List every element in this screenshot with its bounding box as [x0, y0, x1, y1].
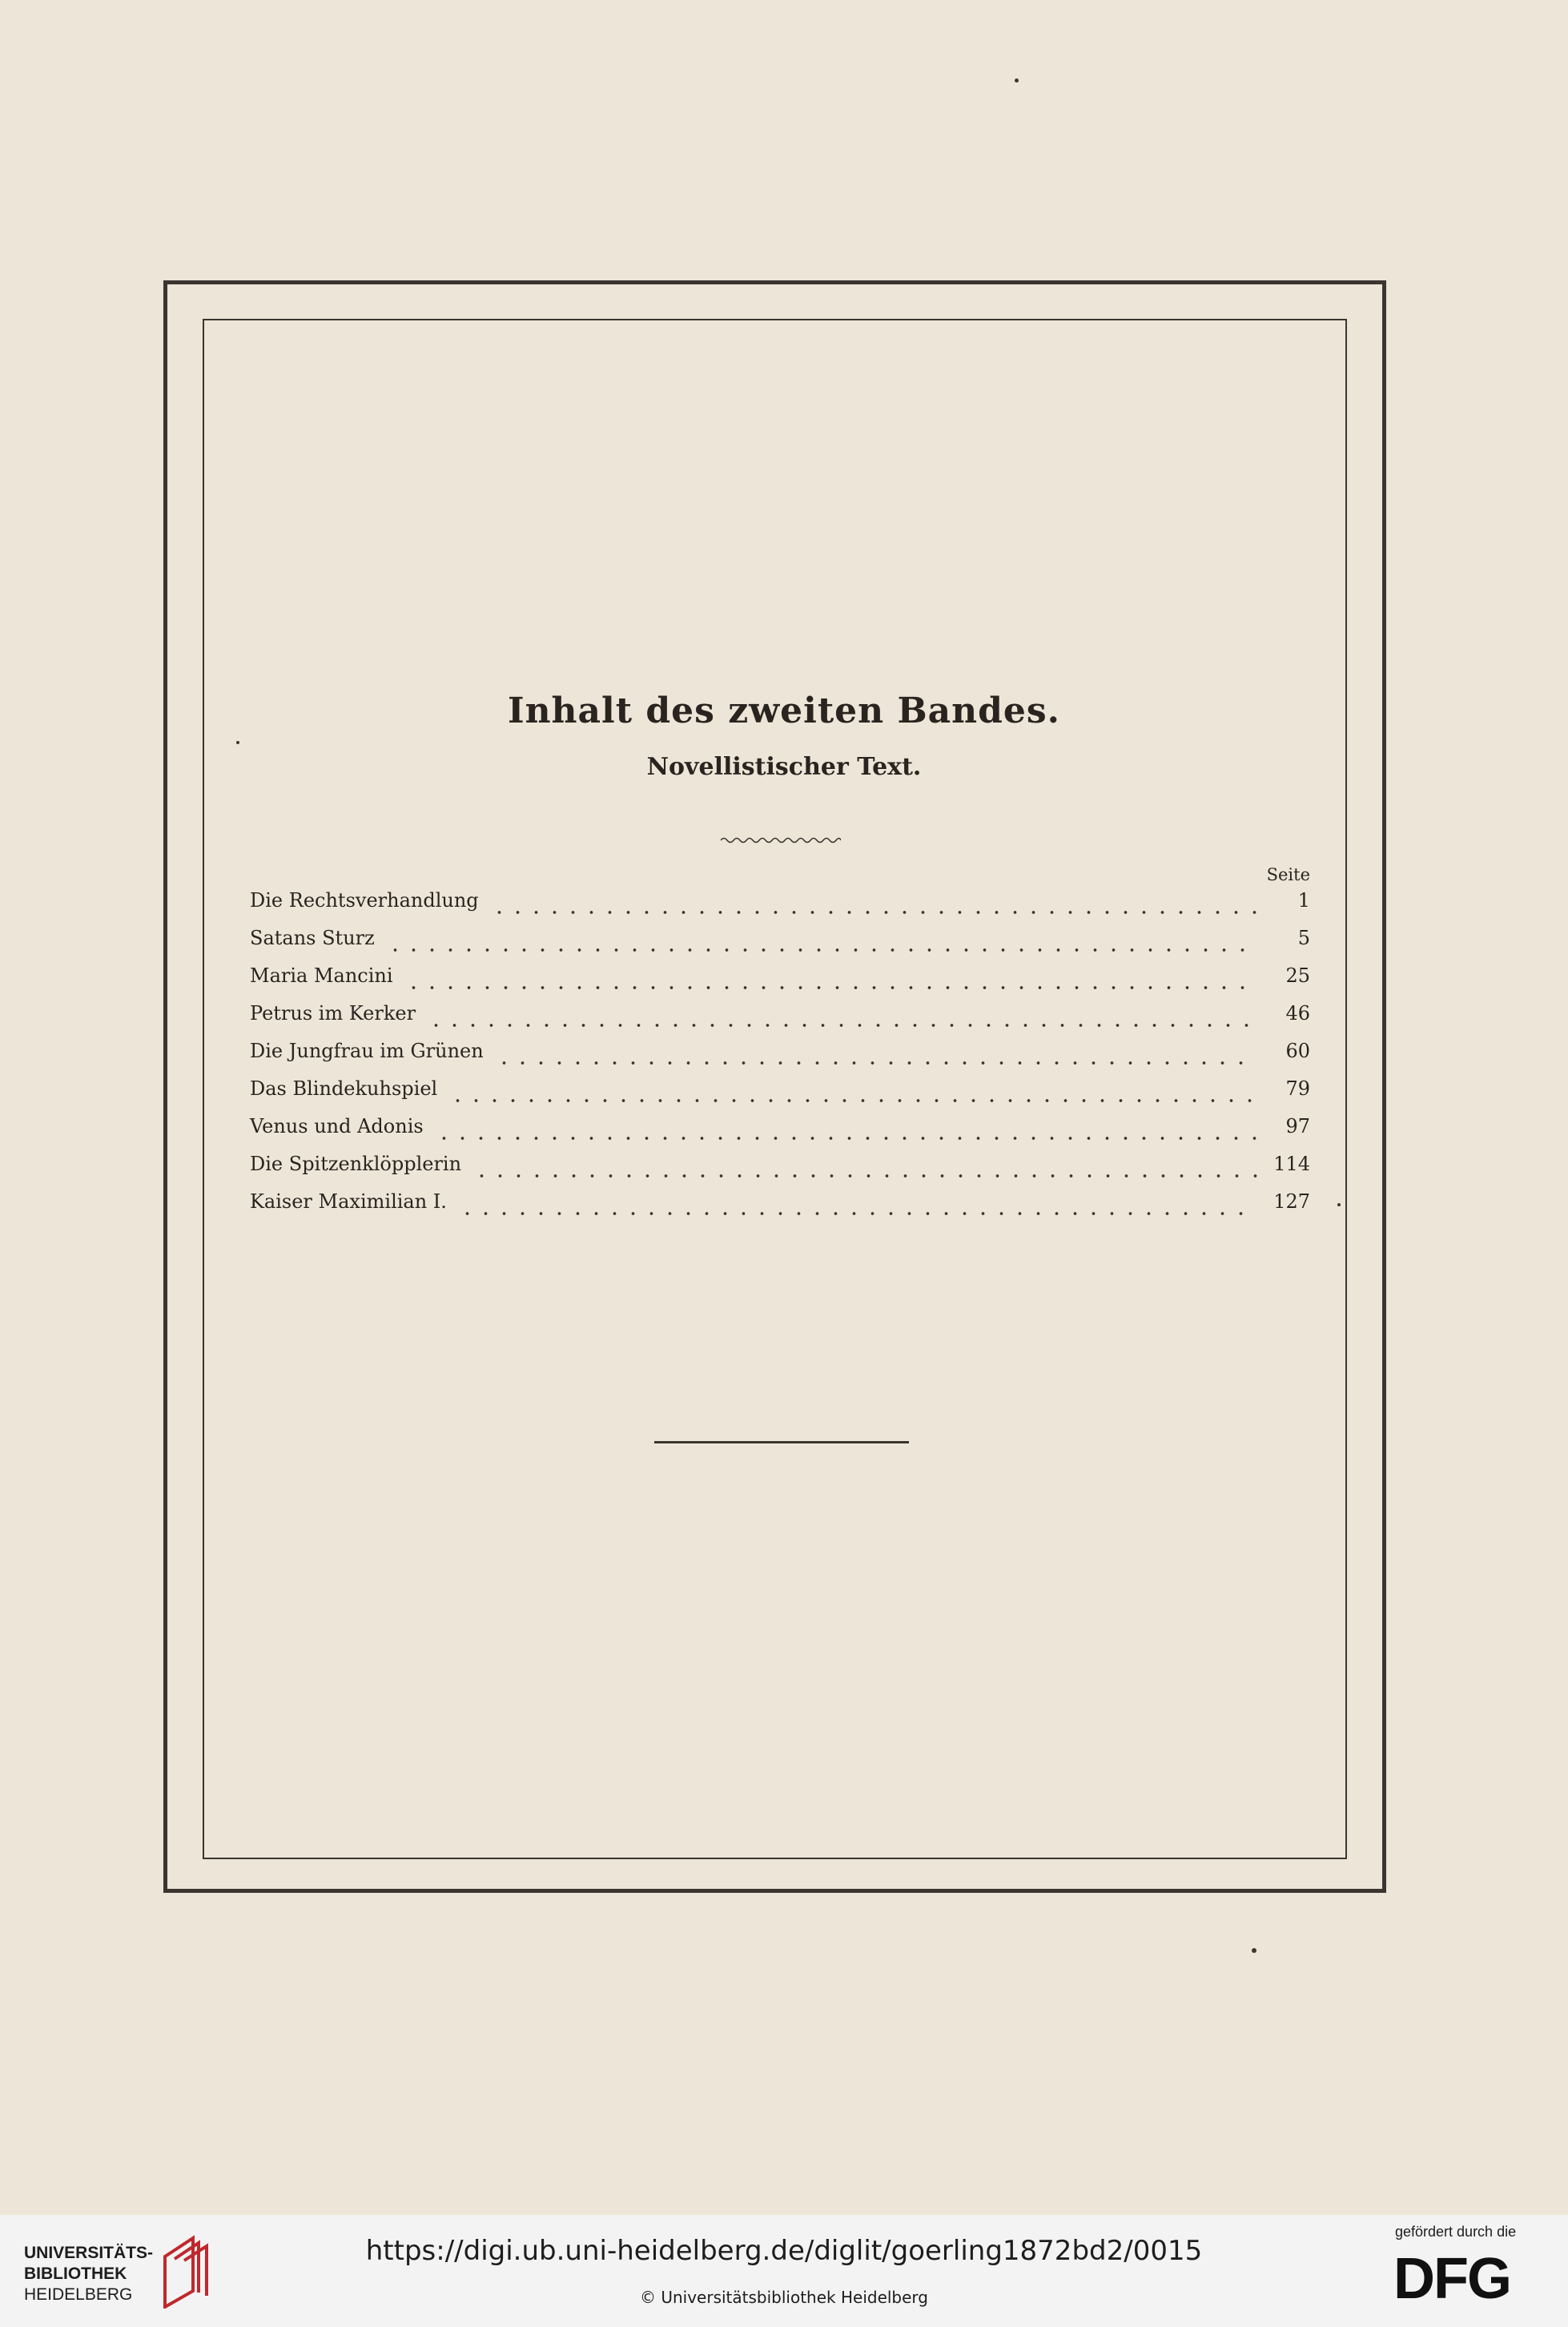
page-title: Inhalt des zweiten Bandes.: [507, 690, 1061, 731]
library-name-line: HEIDELBERG: [24, 2285, 133, 2304]
toc-entry-title: Die Jungfrau im Grünen: [250, 1040, 484, 1062]
toc-entry-page: 79: [1285, 1077, 1310, 1100]
toc-entry-title: Die Spitzenklöpplerin: [250, 1153, 462, 1175]
library-name-line: UNIVERSITÄTS-: [24, 2244, 154, 2262]
toc-entry-page: 60: [1285, 1040, 1310, 1062]
dot-leader: [495, 1061, 1257, 1065]
ornament-squiggle: [721, 835, 841, 846]
toc-entry-page: 127: [1273, 1190, 1310, 1213]
dot-leader: [427, 1024, 1257, 1027]
dot-leader: [458, 1212, 1257, 1215]
dot-leader: [490, 911, 1257, 914]
ink-speck: [1252, 1948, 1256, 1953]
toc-entry: [250, 1115, 1310, 1153]
dot-leader: [386, 948, 1257, 952]
toc-entry-page: 46: [1285, 1002, 1310, 1025]
dot-leader: [472, 1174, 1257, 1178]
toc-entry: [250, 1190, 1310, 1228]
page-url-link[interactable]: https://digi.ub.uni-heidelberg.de/diglit/goerling1872bd2/0015: [365, 2235, 1203, 2267]
funding-note: gefördert durch die: [1395, 2224, 1517, 2240]
toc-entry: [250, 1153, 1310, 1190]
toc-entry-page: 5: [1297, 927, 1310, 949]
toc-entry-title: Maria Mancini: [250, 964, 393, 987]
toc-entry: [250, 964, 1310, 1002]
toc-entry-page: 1: [1297, 889, 1310, 912]
toc-entry-title: Die Rechtsverhandlung: [250, 889, 479, 912]
library-name-line: BIBLIOTHEK: [24, 2265, 127, 2283]
toc-entry-title: Kaiser Maximilian I.: [250, 1190, 447, 1213]
toc-entry-title: Satans Sturz: [250, 927, 375, 949]
toc-entry-title: Das Blindekuhspiel: [250, 1077, 438, 1100]
table-of-contents: [250, 889, 1310, 1228]
toc-entry-title: Petrus im Kerker: [250, 1002, 416, 1025]
page-column-header: Seite: [1266, 865, 1310, 884]
ink-speck: [1015, 79, 1019, 83]
dot-leader: [448, 1099, 1257, 1102]
toc-entry: [250, 1040, 1310, 1077]
toc-entry-page: 114: [1273, 1153, 1310, 1175]
closing-rule: [654, 1441, 909, 1443]
dfg-logo[interactable]: DFG: [1393, 2247, 1510, 2311]
toc-entry: [250, 1077, 1310, 1115]
viewer-footer: [0, 2215, 1568, 2327]
section-subtitle: Novellistischer Text.: [646, 753, 922, 781]
dot-leader: [404, 986, 1257, 989]
toc-entry: [250, 927, 1310, 964]
toc-entry-title: Venus und Adonis: [250, 1115, 424, 1137]
toc-entry-page: 25: [1285, 964, 1310, 987]
dot-leader: [435, 1137, 1257, 1140]
toc-entry: [250, 889, 1310, 927]
toc-entry: [250, 1002, 1310, 1040]
toc-entry-page: 97: [1285, 1115, 1310, 1137]
copyright-notice: © Universitätsbibliothek Heidelberg: [639, 2288, 928, 2307]
